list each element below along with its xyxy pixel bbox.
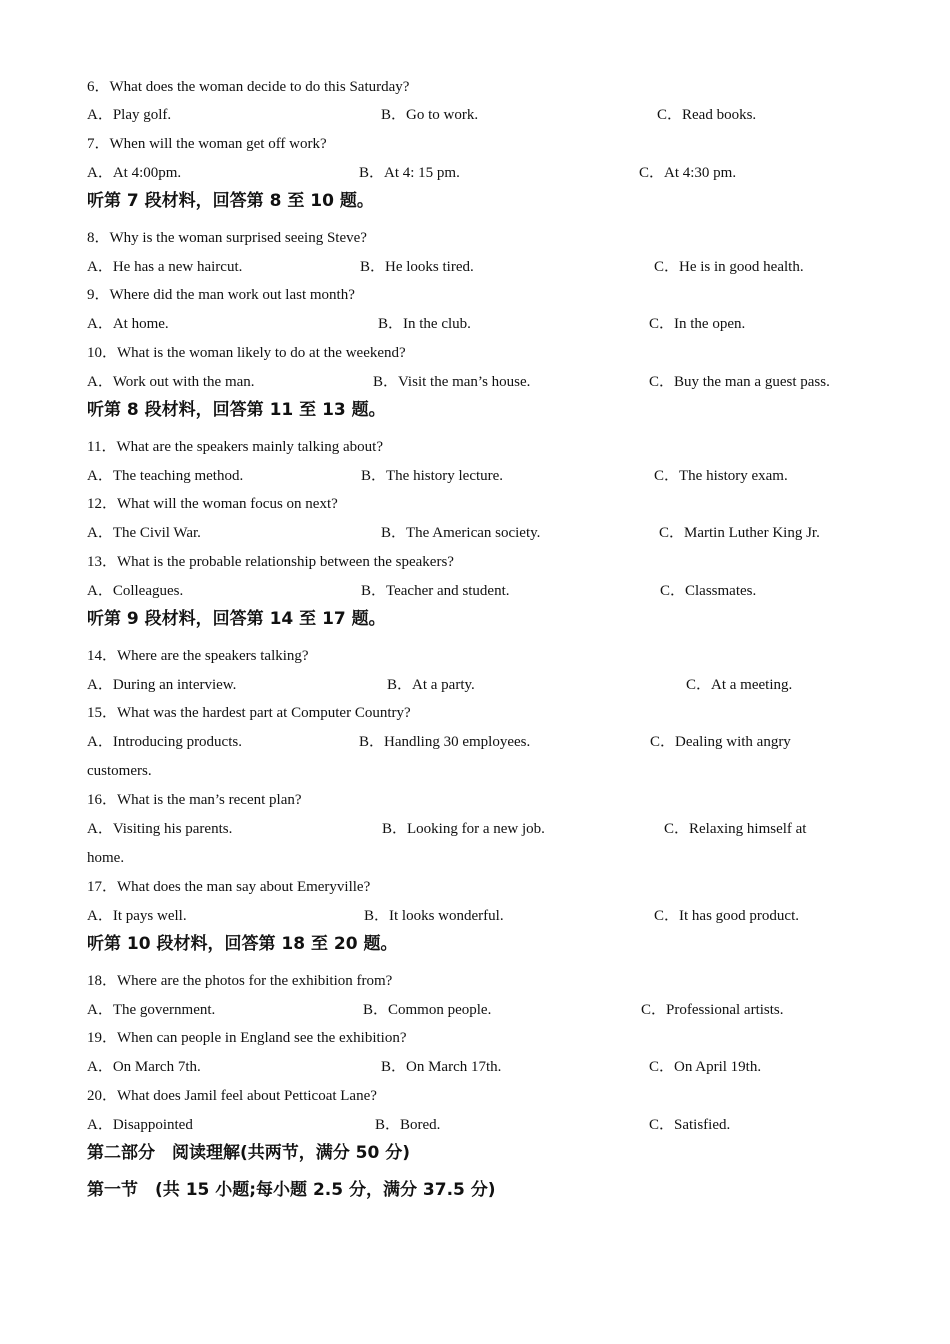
question-18: 18．Where are the photos for the exhibition from?: [87, 973, 393, 989]
q15-option-b: B．Handling 30 employees.: [359, 734, 531, 750]
question-9: 9．Where did the man work out last month?: [87, 287, 355, 303]
q8-option-a: A．He has a new haircut.: [87, 259, 243, 275]
question-11: 11．What are the speakers mainly talking about?: [87, 439, 384, 455]
q19-option-b: B．On March 17th.: [381, 1059, 502, 1075]
q15-option-c-continued: customers.: [87, 763, 152, 779]
q14-option-a: A．During an interview.: [87, 677, 237, 693]
q11-option-a: A．The teaching method.: [87, 468, 244, 484]
q16-option-a: A．Visiting his parents.: [87, 821, 233, 837]
q10-option-b: B．Visit the man’s house.: [373, 374, 531, 390]
q10-option-c: C．Buy the man a guest pass.: [649, 374, 830, 390]
q7-option-c: C．At 4:30 pm.: [639, 165, 737, 181]
section-heading-9: 听第 9 段材料，回答第 14 至 17 题。: [87, 609, 386, 629]
q14-option-c: C．At a meeting.: [686, 677, 793, 693]
section-heading-7: 听第 7 段材料，回答第 8 至 10 题。: [87, 191, 374, 211]
q18-option-c: C．Professional artists.: [641, 1002, 784, 1018]
question-15: 15．What was the hardest part at Computer Country?: [87, 705, 411, 721]
q17-option-b: B．It looks wonderful.: [364, 908, 504, 924]
question-17: 17．What does the man say about Emeryville?: [87, 879, 371, 895]
q9-option-b: B．In the club.: [378, 316, 471, 332]
q8-option-c: C．He is in good health.: [654, 259, 804, 275]
q13-option-c: C．Classmates.: [660, 583, 757, 599]
q19-option-c: C．On April 19th.: [649, 1059, 762, 1075]
q11-option-c: C．The history exam.: [654, 468, 788, 484]
section-heading-8: 听第 8 段材料，回答第 11 至 13 题。: [87, 400, 386, 420]
question-20: 20．What does Jamil feel about Petticoat Lane?: [87, 1088, 377, 1104]
q15-option-a: A．Introducing products.: [87, 734, 242, 750]
q15-option-c: C．Dealing with angry: [650, 734, 791, 750]
q8-option-b: B．He looks tired.: [360, 259, 474, 275]
section-heading-10: 听第 10 段材料，回答第 18 至 20 题。: [87, 934, 398, 954]
q16-option-c: C．Relaxing himself at: [664, 821, 807, 837]
q10-option-a: A．Work out with the man.: [87, 374, 255, 390]
q11-option-b: B．The history lecture.: [361, 468, 504, 484]
q16-option-b: B．Looking for a new job.: [382, 821, 545, 837]
q9-option-a: A．At home.: [87, 316, 169, 332]
question-12: 12．What will the woman focus on next?: [87, 496, 338, 512]
question-10: 10．What is the woman likely to do at the weekend?: [87, 345, 406, 361]
question-8: 8．Why is the woman surprised seeing Steve?: [87, 230, 367, 246]
q20-option-a: A．Disappointed: [87, 1117, 193, 1133]
q19-option-a: A．On March 7th.: [87, 1059, 201, 1075]
q6-option-c: C．Read books.: [657, 107, 757, 123]
question-16: 16．What is the man’s recent plan?: [87, 792, 302, 808]
q14-option-b: B．At a party.: [387, 677, 475, 693]
q12-option-b: B．The American society.: [381, 525, 541, 541]
q7-option-b: B．At 4: 15 pm.: [359, 165, 460, 181]
question-14: 14．Where are the speakers talking?: [87, 648, 309, 664]
q9-option-c: C．In the open.: [649, 316, 746, 332]
q13-option-b: B．Teacher and student.: [361, 583, 510, 599]
q18-option-b: B．Common people.: [363, 1002, 492, 1018]
part-two-heading: 第二部分 阅读理解(共两节，满分 50 分): [87, 1143, 411, 1163]
question-13: 13．What is the probable relationship between the speakers?: [87, 554, 454, 570]
question-6: 6．What does the woman decide to do this Saturday?: [87, 79, 410, 95]
q17-option-a: A．It pays well.: [87, 908, 187, 924]
q17-option-c: C．It has good product.: [654, 908, 799, 924]
q13-option-a: A．Colleagues.: [87, 583, 184, 599]
q20-option-c: C．Satisfied.: [649, 1117, 731, 1133]
q12-option-a: A．The Civil War.: [87, 525, 201, 541]
q12-option-c: C．Martin Luther King Jr.: [659, 525, 820, 541]
q16-option-c-continued: home.: [87, 850, 125, 866]
q6-option-a: A．Play golf.: [87, 107, 172, 123]
q7-option-a: A．At 4:00pm.: [87, 165, 182, 181]
question-19: 19．When can people in England see the exhibition?: [87, 1030, 407, 1046]
question-7: 7．When will the woman get off work?: [87, 136, 327, 152]
q6-option-b: B．Go to work.: [381, 107, 479, 123]
q18-option-a: A．The government.: [87, 1002, 216, 1018]
section-one-heading: 第一节 (共 15 小题;每小题 2.5 分，满分 37.5 分): [87, 1180, 496, 1200]
q20-option-b: B．Bored.: [375, 1117, 441, 1133]
